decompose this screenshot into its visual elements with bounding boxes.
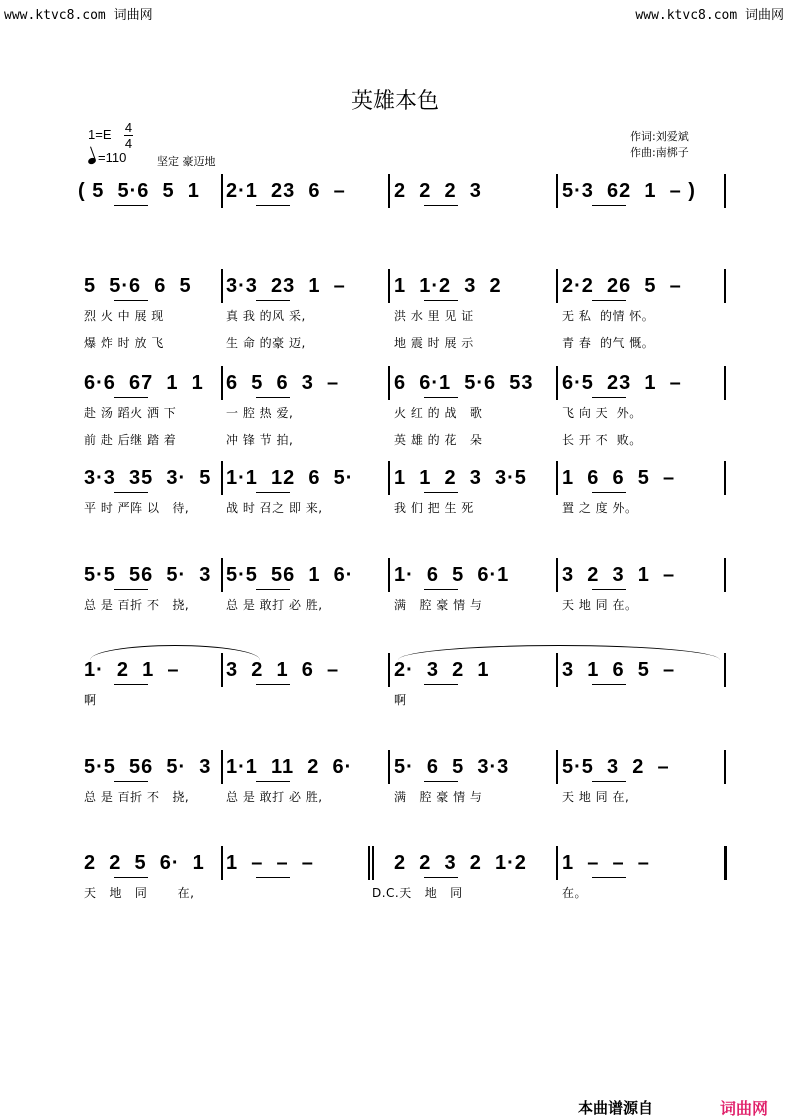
measure-notes: 3 2 1 6 – (226, 659, 340, 681)
bar-line (221, 846, 223, 880)
bar-line (724, 366, 726, 400)
lyric-line: 赴 汤 蹈火 洒 下 (84, 406, 177, 420)
lyric-line: 长 开 不 败。 (562, 433, 642, 447)
beam-underline (592, 205, 626, 206)
bar-line (556, 846, 558, 880)
beam-underline (424, 397, 458, 398)
lyric-line: 满 腔 豪 情 与 (394, 790, 483, 804)
measure-notes: 1 6 6 5 – (562, 467, 676, 489)
tempo-mark (88, 150, 126, 165)
lyric-line: 总 是 百折 不 挠, (84, 790, 190, 804)
bar-line (221, 366, 223, 400)
bar-line (724, 750, 726, 784)
lyric-line: 啊 (84, 693, 97, 707)
measure-notes: 3 2 3 1 – (562, 564, 676, 586)
lyric-line: 地 震 时 展 示 (394, 336, 474, 350)
beam-underline (592, 300, 626, 301)
beam-underline (592, 589, 626, 590)
measure-notes: 1·1 12 6 5· (226, 467, 354, 489)
slur-arc (90, 645, 260, 660)
measure-notes: 1 – – – (562, 852, 650, 874)
bar-line (388, 750, 390, 784)
measure-notes: 3·3 23 1 – (226, 275, 346, 297)
beam-underline (592, 877, 626, 878)
slur-arc (398, 645, 720, 660)
measure-notes: 3 1 6 5 – (562, 659, 676, 681)
measure-notes: 2 2 5 6· 1 (84, 852, 205, 874)
beam-underline (592, 492, 626, 493)
lyric-line: 啊 (394, 693, 407, 707)
lyric-line: 一 腔 热 爱, (226, 406, 294, 420)
measure-notes: 1 1 2 3 3·5 (394, 467, 527, 489)
measure-notes: 1 1·2 3 2 (394, 275, 502, 297)
time-signature (124, 120, 133, 151)
bar-line (221, 174, 223, 208)
measure-notes: 2·2 26 5 – (562, 275, 682, 297)
lyric-line: 天 地 同 在, (84, 886, 195, 900)
bar-line (556, 269, 558, 303)
beam-underline (256, 781, 290, 782)
lyric-line: 置 之 度 外。 (562, 501, 638, 515)
beam-underline (424, 877, 458, 878)
measure-notes: 5·5 3 2 – (562, 756, 670, 778)
beam-underline (256, 205, 290, 206)
bar-line (556, 558, 558, 592)
bar-line (221, 461, 223, 495)
tempo-value: =110 (98, 150, 127, 165)
beam-underline (424, 205, 458, 206)
lyric-line: 洪 水 里 见 证 (394, 309, 474, 323)
beam-underline (256, 877, 290, 878)
bar-line (556, 174, 558, 208)
beam-underline (424, 492, 458, 493)
beam-underline (424, 684, 458, 685)
lyric-line: 飞 向 天 外。 (562, 406, 642, 420)
bar-line (556, 461, 558, 495)
measure-notes: 5·5 56 1 6· (226, 564, 354, 586)
composer-credit: 作曲:南梆子 (630, 146, 689, 159)
bar-line (388, 366, 390, 400)
bar-line (388, 174, 390, 208)
beam-underline (424, 781, 458, 782)
measure-notes: 6·5 23 1 – (562, 372, 682, 394)
measure-notes: 3·3 35 3· 5 (84, 467, 212, 489)
lyric-line: 火 红 的 战 歌 (394, 406, 483, 420)
beam-underline (424, 589, 458, 590)
beam-underline (114, 300, 148, 301)
measure-notes: 2 2 2 3 (394, 180, 482, 202)
time-sig-bottom: 4 (124, 136, 133, 151)
lyric-line: 青 春 的气 慨。 (562, 336, 655, 350)
lyric-line: D.C.天 地 同 (372, 886, 463, 900)
bar-line (388, 558, 390, 592)
measure-notes: 6 6·1 5·6 53 (394, 372, 534, 394)
lyric-line: 总 是 敢打 必 胜, (226, 790, 323, 804)
measure-notes: ( 5 5·6 5 1 (78, 180, 200, 202)
lyric-line: 烈 火 中 展 现 (84, 309, 164, 323)
lyric-line: 满 腔 豪 情 与 (394, 598, 483, 612)
double-bar-line (368, 846, 370, 880)
beam-underline (256, 684, 290, 685)
measure-notes: 5·5 56 5· 3 (84, 756, 212, 778)
double-bar-line (372, 846, 374, 880)
measure-notes: 1 – – – (226, 852, 314, 874)
bar-line (221, 750, 223, 784)
measure-notes: 2 2 3 2 1·2 (394, 852, 527, 874)
beam-underline (114, 877, 148, 878)
measure-notes: 1· 6 5 6·1 (394, 564, 510, 586)
measure-notes: 2·1 23 6 – (226, 180, 346, 202)
bar-line (388, 653, 390, 687)
bar-line (388, 269, 390, 303)
beam-underline (114, 589, 148, 590)
beam-underline (592, 781, 626, 782)
bar-line (556, 366, 558, 400)
bar-line (724, 558, 726, 592)
measure-notes: 5·5 56 5· 3 (84, 564, 212, 586)
lyric-line: 平 时 严阵 以 待, (84, 501, 190, 515)
bar-line (724, 653, 726, 687)
bar-line (724, 269, 726, 303)
song-title: 英雄本色 (350, 89, 439, 114)
measure-notes: 1·1 11 2 6· (226, 756, 353, 778)
beam-underline (424, 300, 458, 301)
expression-mark: 坚定 豪迈地 (157, 155, 216, 168)
beam-underline (256, 492, 290, 493)
bar-line (724, 846, 727, 880)
bar-line (556, 750, 558, 784)
bar-line (724, 174, 726, 208)
lyric-line: 冲 锋 节 拍, (226, 433, 294, 447)
beam-underline (114, 684, 148, 685)
lyric-line: 总 是 敢打 必 胜, (226, 598, 323, 612)
lyric-line: 我 们 把 生 死 (394, 501, 474, 515)
lyric-line: 天 地 同 在, (562, 790, 630, 804)
lyric-line: 生 命 的豪 迈, (226, 336, 306, 350)
lyric-line: 天 地 同 在。 (562, 598, 638, 612)
lyricist-credit: 作词:刘爱斌 (630, 130, 689, 143)
beam-underline (592, 397, 626, 398)
quarter-note-icon (87, 157, 97, 165)
site-watermark-left: www.ktvc8.com 词曲网 (4, 8, 153, 23)
measure-notes: 5·3 62 1 – ) (562, 180, 696, 202)
bar-line (221, 269, 223, 303)
measure-notes: 2· 3 2 1 (394, 659, 490, 681)
bar-line (388, 461, 390, 495)
lyric-line: 战 时 召之 即 来, (226, 501, 323, 515)
bar-line (221, 558, 223, 592)
footer-logo: 词曲网 (720, 1099, 769, 1118)
beam-underline (256, 589, 290, 590)
measure-notes: 6 5 6 3 – (226, 372, 340, 394)
beam-underline (256, 397, 290, 398)
beam-underline (256, 300, 290, 301)
lyric-line: 爆 炸 时 放 飞 (84, 336, 164, 350)
lyric-line: 无 私 的情 怀。 (562, 309, 655, 323)
measure-notes: 6·6 67 1 1 (84, 372, 204, 394)
footer-source-label: 本曲谱源自 (578, 1099, 654, 1117)
beam-underline (592, 684, 626, 685)
beam-underline (114, 492, 148, 493)
measure-notes: 5 5·6 6 5 (84, 275, 192, 297)
lyric-line: 总 是 百折 不 挠, (84, 598, 190, 612)
lyric-line: 前 赴 后继 踏 着 (84, 433, 177, 447)
measure-notes: 1· 2 1 – (84, 659, 180, 681)
bar-line (724, 461, 726, 495)
time-sig-top: 4 (124, 120, 133, 135)
lyric-line: 英 雄 的 花 朵 (394, 433, 483, 447)
beam-underline (114, 397, 148, 398)
lyric-line: 真 我 的风 采, (226, 309, 306, 323)
key-signature: 1=E (88, 127, 112, 142)
lyric-line: 在。 (562, 886, 588, 900)
site-watermark-right: www.ktvc8.com 词曲网 (635, 8, 784, 23)
beam-underline (114, 781, 148, 782)
measure-notes: 5· 6 5 3·3 (394, 756, 510, 778)
beam-underline (114, 205, 148, 206)
